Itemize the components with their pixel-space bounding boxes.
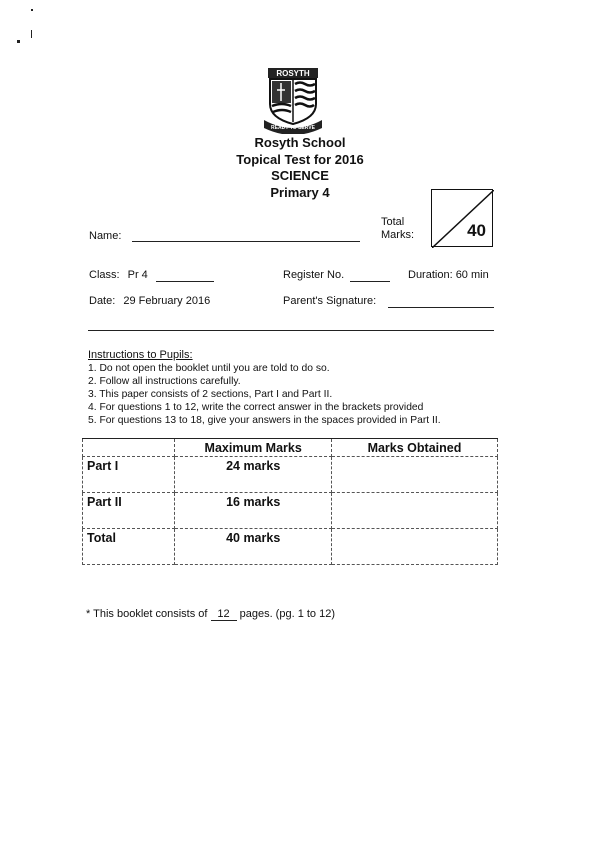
- class-label-text: Class:: [89, 269, 120, 281]
- test-title: Topical Test for 2016: [236, 152, 364, 167]
- table-header-cell: Maximum Marks: [175, 439, 331, 457]
- marks-table: [82, 438, 498, 565]
- scan-speck: [31, 9, 33, 11]
- marks-obtained-cell[interactable]: [331, 457, 497, 493]
- section-divider: [88, 330, 494, 331]
- name-field[interactable]: [132, 241, 360, 242]
- signature-label: Parent's Signature:: [283, 295, 377, 307]
- table-header-cell: Marks Obtained: [331, 439, 497, 457]
- total-marks-value: 40: [467, 221, 486, 240]
- date-label: [89, 295, 210, 307]
- section-cell: Part I: [83, 457, 175, 493]
- class-field[interactable]: [156, 281, 214, 282]
- marks-obtained-cell[interactable]: [331, 493, 497, 529]
- instructions-list: [88, 362, 441, 427]
- max-marks-cell: 16 marks: [175, 493, 331, 529]
- school-crest-icon: [262, 66, 324, 134]
- footer-suffix: pages. (pg. 1 to 12): [239, 608, 335, 620]
- total-label-line1: Total: [381, 216, 405, 228]
- register-field[interactable]: [350, 281, 390, 282]
- instruction-item: 1. Do not open the booklet until you are told to do so.: [88, 363, 330, 374]
- svg-text:ROSYTH: ROSYTH: [276, 69, 310, 78]
- class-label: [89, 269, 148, 281]
- name-label: Name:: [89, 230, 122, 242]
- section-cell: Total: [83, 529, 175, 565]
- svg-text:READY TO SERVE: READY TO SERVE: [271, 125, 315, 131]
- page-count: 12: [211, 608, 237, 621]
- total-label-line2: Marks:: [381, 229, 414, 241]
- instruction-item: 2. Follow all instructions carefully.: [88, 376, 241, 387]
- instruction-item: 4. For questions 1 to 12, write the correct answer in the brackets provided: [88, 402, 424, 413]
- footer-prefix: * This booklet consists of: [86, 608, 208, 620]
- school-name: Rosyth School: [254, 135, 346, 150]
- section-cell: Part II: [83, 493, 175, 529]
- booklet-pages-note: [86, 608, 335, 621]
- signature-field[interactable]: [388, 307, 494, 308]
- total-marks-box: [431, 189, 493, 247]
- marks-obtained-cell[interactable]: [331, 529, 497, 565]
- instructions-heading: Instructions to Pupils:: [88, 349, 193, 361]
- register-label: Register No.: [283, 269, 345, 281]
- table-row: [83, 529, 498, 565]
- scan-speck: [17, 40, 20, 43]
- date-value: 29 February 2016: [123, 295, 211, 307]
- level-title: Primary 4: [270, 185, 330, 200]
- subject-title: SCIENCE: [271, 168, 329, 183]
- scan-speck: [31, 30, 32, 38]
- instruction-item: 3. This paper consists of 2 sections, Part I and Part II.: [88, 389, 333, 400]
- table-header-cell: [83, 439, 175, 457]
- table-row: [83, 457, 498, 493]
- table-header-row: [83, 439, 498, 457]
- table-row: [83, 493, 498, 529]
- max-marks-cell: 24 marks: [175, 457, 331, 493]
- date-label-text: Date:: [89, 295, 116, 307]
- max-marks-cell: 40 marks: [175, 529, 331, 565]
- instruction-item: 5. For questions 13 to 18, give your answers in the spaces provided in Part II.: [88, 415, 441, 426]
- duration-label: Duration: 60 min: [408, 269, 489, 281]
- class-value: Pr 4: [127, 269, 148, 281]
